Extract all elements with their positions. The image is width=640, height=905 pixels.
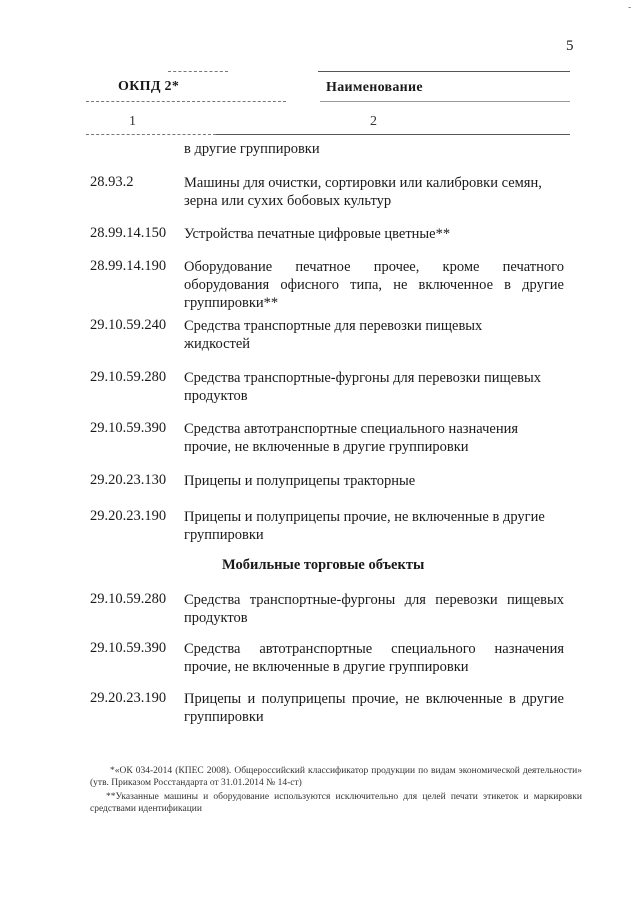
- item-name: Машины для очистки, сортировки или калибровки семян, зерна или сухих бобовых культур: [184, 175, 542, 209]
- okpd-code: 29.20.23.190: [90, 508, 167, 524]
- header-mid-rule-right: [320, 101, 570, 102]
- item-name: Средства автотранспортные специального назначения прочие, не включенные в другие группировки: [184, 641, 564, 675]
- column-number-2: 2: [370, 114, 377, 129]
- okpd-code: 29.20.23.190: [90, 690, 167, 706]
- item-name: Прицепы и полуприцепы тракторные: [184, 473, 416, 489]
- footnote-printing: **Указанные машины и оборудование используются исключительно для целей печати этикеток и маркировки средствами идентификации: [90, 792, 582, 814]
- column-number-1: 1: [129, 114, 136, 129]
- okpd-code: 29.10.59.240: [90, 317, 167, 333]
- item-name: Средства транспортные-фургоны для перевозки пищевых продуктов: [184, 592, 564, 626]
- item-name: Средства транспортные-фургоны для перевозки пищевых продуктов: [184, 370, 541, 404]
- column-header-name: Наименование: [326, 80, 423, 95]
- item-name: Устройства печатные цифровые цветные**: [184, 226, 451, 242]
- header-mid-rule-left: [86, 101, 286, 102]
- item-name: Средства автотранспортные специального назначения прочие, не включенные в другие группировки: [184, 421, 519, 455]
- item-name: Прицепы и полуприцепы прочие, не включенные в другие группировки: [184, 691, 564, 725]
- okpd-code: 29.10.59.280: [90, 591, 167, 607]
- okpd-code: 29.10.59.280: [90, 369, 167, 385]
- okpd-code: 28.93.2: [90, 174, 134, 190]
- corner-mark: -: [628, 2, 632, 13]
- okpd-code: 28.99.14.190: [90, 258, 167, 274]
- header-top-rule: [168, 71, 228, 72]
- okpd-code: 29.10.59.390: [90, 640, 167, 656]
- page-number: 5: [566, 38, 574, 54]
- header-bottom-rule-right: [216, 134, 570, 135]
- header-top-rule-right: [318, 71, 570, 72]
- item-name: Прицепы и полуприцепы прочие, не включенные в другие группировки: [184, 509, 545, 543]
- okpd-code: 28.99.14.150: [90, 225, 167, 241]
- footnote-okpd: *«ОК 034-2014 (КПЕС 2008). Общероссийский классификатор продукции по видам экономической деятельности» (утв. Приказом Росстандарта от 31.01.2014 № 14-ст): [90, 766, 582, 788]
- section-title: Мобильные торговые объекты: [222, 557, 425, 573]
- item-name: Оборудование печатное прочее, кроме печатного оборудования офисного типа, не включенное в другие группировки**: [184, 259, 564, 311]
- okpd-code: 29.10.59.390: [90, 420, 167, 436]
- item-name: Средства транспортные для перевозки пищевых жидкостей: [184, 318, 483, 352]
- okpd-code: 29.20.23.130: [90, 472, 167, 488]
- column-header-okpd: ОКПД 2*: [118, 79, 180, 94]
- continuation-text: в другие группировки: [184, 141, 320, 157]
- header-bottom-rule-left: [86, 134, 216, 135]
